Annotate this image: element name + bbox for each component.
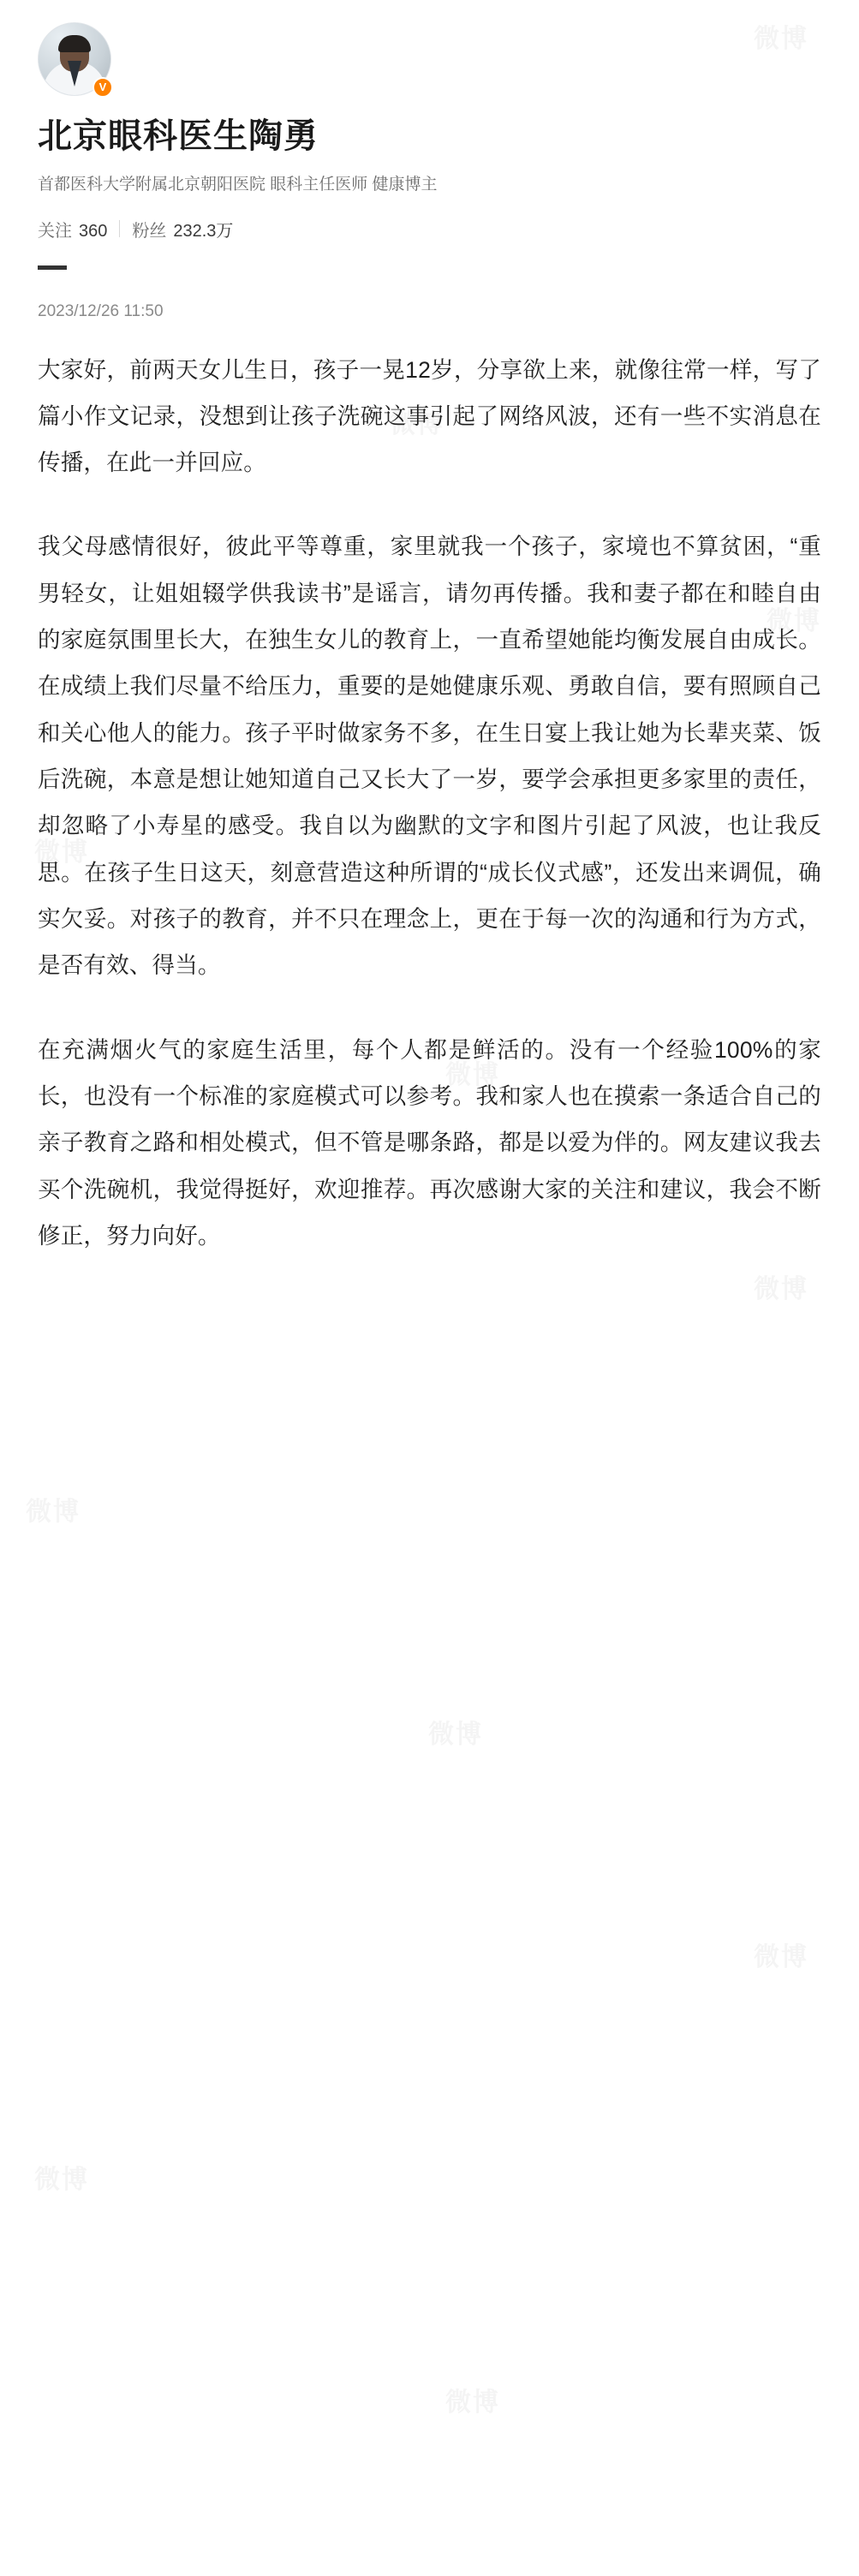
profile-bio: 首都医科大学附属北京朝阳医院 眼科主任医师 健康博主 [38,176,438,194]
following-count: 360 [79,221,108,241]
post-paragraph: 大家好，前两天女儿生日，孩子一晃12岁，分享欲上来，就像往常一样，写了篇小作文记录，没想到让孩子洗碗这事引起了网络风波，还有一些不实消息在传播，在此一并回应。 [38,356,821,476]
profile-header [0,0,859,270]
verified-badge-icon: V [92,77,113,98]
followers-stat[interactable] [132,217,233,242]
post-content [0,347,859,1311]
post-paragraph: 我父母感情很好，彼此平等尊重，家里就我一个孩子，家境也不算贫困，“重男轻女，让姐姐辍学供我读书”是谣言，请勿再传播。我和妻子都在和睦自由的家庭氛围里长大，在独生女儿的教育上，一直希望她能均衡发展自由成长。在成绩上我们尽量不给压力，重要的是她健康乐观、勇敢自信，要有照顾自己和关心他人的能力。孩子平时做家务不多，在生日宴上我让她为长辈夹菜、饭后洗碗，本意是想让她知道自己又长大了一岁，要学会承担更多家里的责任，却忽略了小寿星的感受。我自以为幽默的文字和图片引起了风波，也让我反思。在孩子生日这天，刻意营造这种所谓的“成长仪式感”，还发出来调侃，确实欠妥。对孩子的教育，并不只在理念上，更在于每一次的沟通和行为方式，是否有效、得当。 [38,534,821,979]
following-stat[interactable] [38,217,107,242]
post-timestamp: 2023/12/26 11:50 [38,301,164,320]
watermark-text [26,1490,81,1528]
watermark-text [34,2158,89,2196]
following-label: 关注 [38,221,72,241]
watermark-text [428,1713,483,1750]
followers-count: 232.3万 [173,221,234,241]
page-title: 北京眼科医生陶勇 [38,117,319,155]
avatar[interactable] [38,22,111,96]
section-divider [38,265,67,270]
watermark-text [445,2381,500,2418]
stats-divider [119,220,120,237]
post-paragraph: 在充满烟火气的家庭生活里，每个人都是鲜活的。没有一个经验100%的家长，也没有一个标准的家庭模式可以参考。我和家人也在摸索一条适合自己的亲子教育之路和相处模式，但不管是哪条路，都是以爱为伴的。网友建议我去买个洗碗机，我觉得挺好，欢迎推荐。再次感谢大家的关注和建议，我会不断修正，努力向好。 [38,1036,821,1249]
watermark-text [754,1935,808,1973]
profile-stats [38,217,821,242]
followers-label: 粉丝 [132,221,167,241]
